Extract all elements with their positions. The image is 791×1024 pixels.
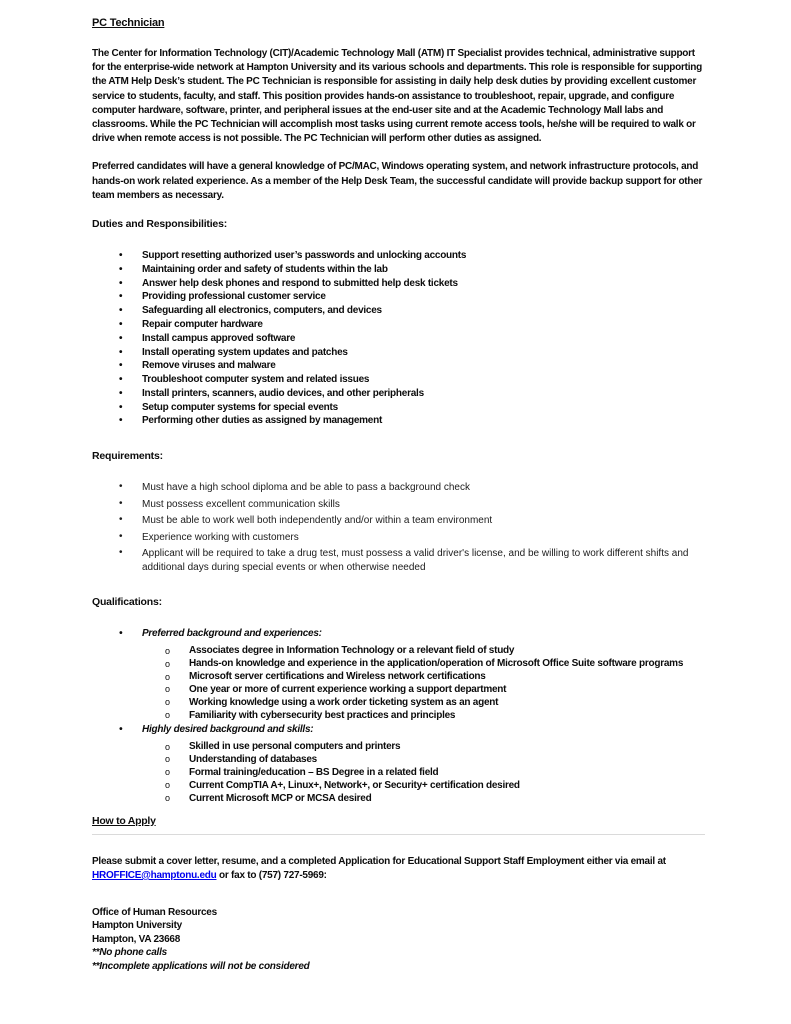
note-no-phone-calls: **No phone calls bbox=[92, 947, 167, 959]
requirement-item: • Experience working with customers bbox=[92, 531, 705, 544]
duty-item: • Install campus approved software bbox=[92, 332, 705, 346]
requirement-item: • Applicant will be required to take a drug test, must possess a valid driver's license, and be willing to work different shifts and additional days during special events or when otherwise needed bbox=[92, 547, 705, 573]
duty-item: • Safeguarding all electronics, computers, and devices bbox=[92, 304, 705, 318]
qualification-item: o Microsoft server certifications and Wireless network certifications bbox=[92, 671, 705, 684]
highly-desired-sublist bbox=[92, 741, 705, 806]
qualification-group-label: • Preferred background and experiences: bbox=[92, 627, 705, 640]
duty-item: • Troubleshoot computer system and related issues bbox=[92, 373, 705, 387]
duty-item: • Maintaining order and safety of students within the lab bbox=[92, 263, 705, 277]
duties-list bbox=[92, 249, 705, 428]
requirement-item: • Must possess excellent communication skills bbox=[92, 498, 705, 511]
qualification-item: o Skilled in use personal computers and printers bbox=[92, 741, 705, 754]
page-title: PC Technician bbox=[92, 17, 165, 29]
intro-paragraph-2: Preferred candidates will have a general knowledge of PC/MAC, Windows operating system, and network infrastructure protocols, and hands-on work related experience. As a member of the Help Desk Team, the successful candidate will provide backup support for other team members as necessary. bbox=[92, 161, 703, 201]
intro-paragraph-1: The Center for Information Technology (CIT)/Academic Technology Mall (ATM) IT Specialist provides technical, administrative support for the enterprise-wide network at Hampton University and its various schools and departments. This role is responsible for supporting the ATM Help Desk’s student. The PC Technician is responsible for assisting in daily help desk duties by providing excellent customer service to students, faculty, and staff. This position provides hands-on assistance to troubleshoot, repair, upgrade, and configure computer hardware, software, printer, and peripheral issues at the end-user site and at the Academic Technology Mall labs and classrooms. While the PC Technician will accomplish most tasks using current remote access tools, he/she will be required to walk or drive when remote access is not possible. The PC Technician will perform other duties as assigned. bbox=[92, 48, 702, 145]
note-incomplete-applications: **Incomplete applications will not be considered bbox=[92, 960, 310, 972]
qualification-item: o Associates degree in Information Technology or a relevant field of study bbox=[92, 645, 705, 658]
hr-email-link[interactable]: HROFFICE@hamptonu.edu bbox=[92, 869, 217, 881]
duty-item: • Setup computer systems for special events bbox=[92, 401, 705, 415]
duty-item: • Providing professional customer service bbox=[92, 290, 705, 304]
duty-item: • Repair computer hardware bbox=[92, 318, 705, 332]
preferred-background-sublist bbox=[92, 645, 705, 722]
qualification-item: o One year or more of current experience working a support department bbox=[92, 684, 705, 697]
duty-item: • Support resetting authorized user’s passwords and unlocking accounts bbox=[92, 249, 705, 263]
qualification-item: o Hands-on knowledge and experience in the application/operation of Microsoft Office Suite software programs bbox=[92, 658, 705, 671]
duty-item: • Performing other duties as assigned by management bbox=[92, 414, 705, 428]
qualification-item: o Understanding of databases bbox=[92, 754, 705, 767]
requirement-item: • Must have a high school diploma and be able to pass a background check bbox=[92, 481, 705, 494]
qualifications-heading: Qualifications: bbox=[92, 595, 162, 608]
qualifications-list-2 bbox=[92, 723, 705, 736]
address-line: Hampton, VA 23668 bbox=[92, 933, 181, 945]
qualifications-list bbox=[92, 627, 705, 640]
qualification-item: o Current Microsoft MCP or MCSA desired bbox=[92, 793, 705, 806]
duty-item: • Install operating system updates and patches bbox=[92, 346, 705, 360]
qualification-item: o Formal training/education – BS Degree in a related field bbox=[92, 767, 705, 780]
qualification-item: o Working knowledge using a work order ticketing system as an agent bbox=[92, 697, 705, 710]
how-to-apply-label: How to Apply bbox=[92, 814, 156, 827]
duty-item: • Answer help desk phones and respond to submitted help desk tickets bbox=[92, 277, 705, 291]
address-line: Office of Human Resources bbox=[92, 906, 217, 918]
requirement-item: • Must be able to work well both independently and/or within a team environment bbox=[92, 514, 705, 527]
qualification-item: o Familiarity with cybersecurity best practices and principles bbox=[92, 710, 705, 723]
job-description-document bbox=[92, 16, 705, 973]
apply-text-after-link: or fax to (757) 727-5969: bbox=[216, 869, 327, 881]
hr-address-block bbox=[92, 906, 705, 973]
qualification-item: o Current CompTIA A+, Linux+, Network+, or Security+ certification desired bbox=[92, 780, 705, 793]
duty-item: • Install printers, scanners, audio devices, and other peripherals bbox=[92, 387, 705, 401]
duties-heading: Duties and Responsibilities: bbox=[92, 218, 228, 231]
duty-item: • Remove viruses and malware bbox=[92, 359, 705, 373]
apply-text-before-link: Please submit a cover letter, resume, and a completed Application for Educational Support Staff Employment either via email at bbox=[92, 855, 666, 867]
how-to-apply-heading bbox=[92, 814, 705, 835]
address-line: Hampton University bbox=[92, 920, 182, 932]
apply-instructions bbox=[92, 855, 705, 883]
qualification-group-label: • Highly desired background and skills: bbox=[92, 723, 705, 736]
requirements-heading: Requirements: bbox=[92, 450, 163, 462]
requirements-list bbox=[92, 481, 705, 574]
